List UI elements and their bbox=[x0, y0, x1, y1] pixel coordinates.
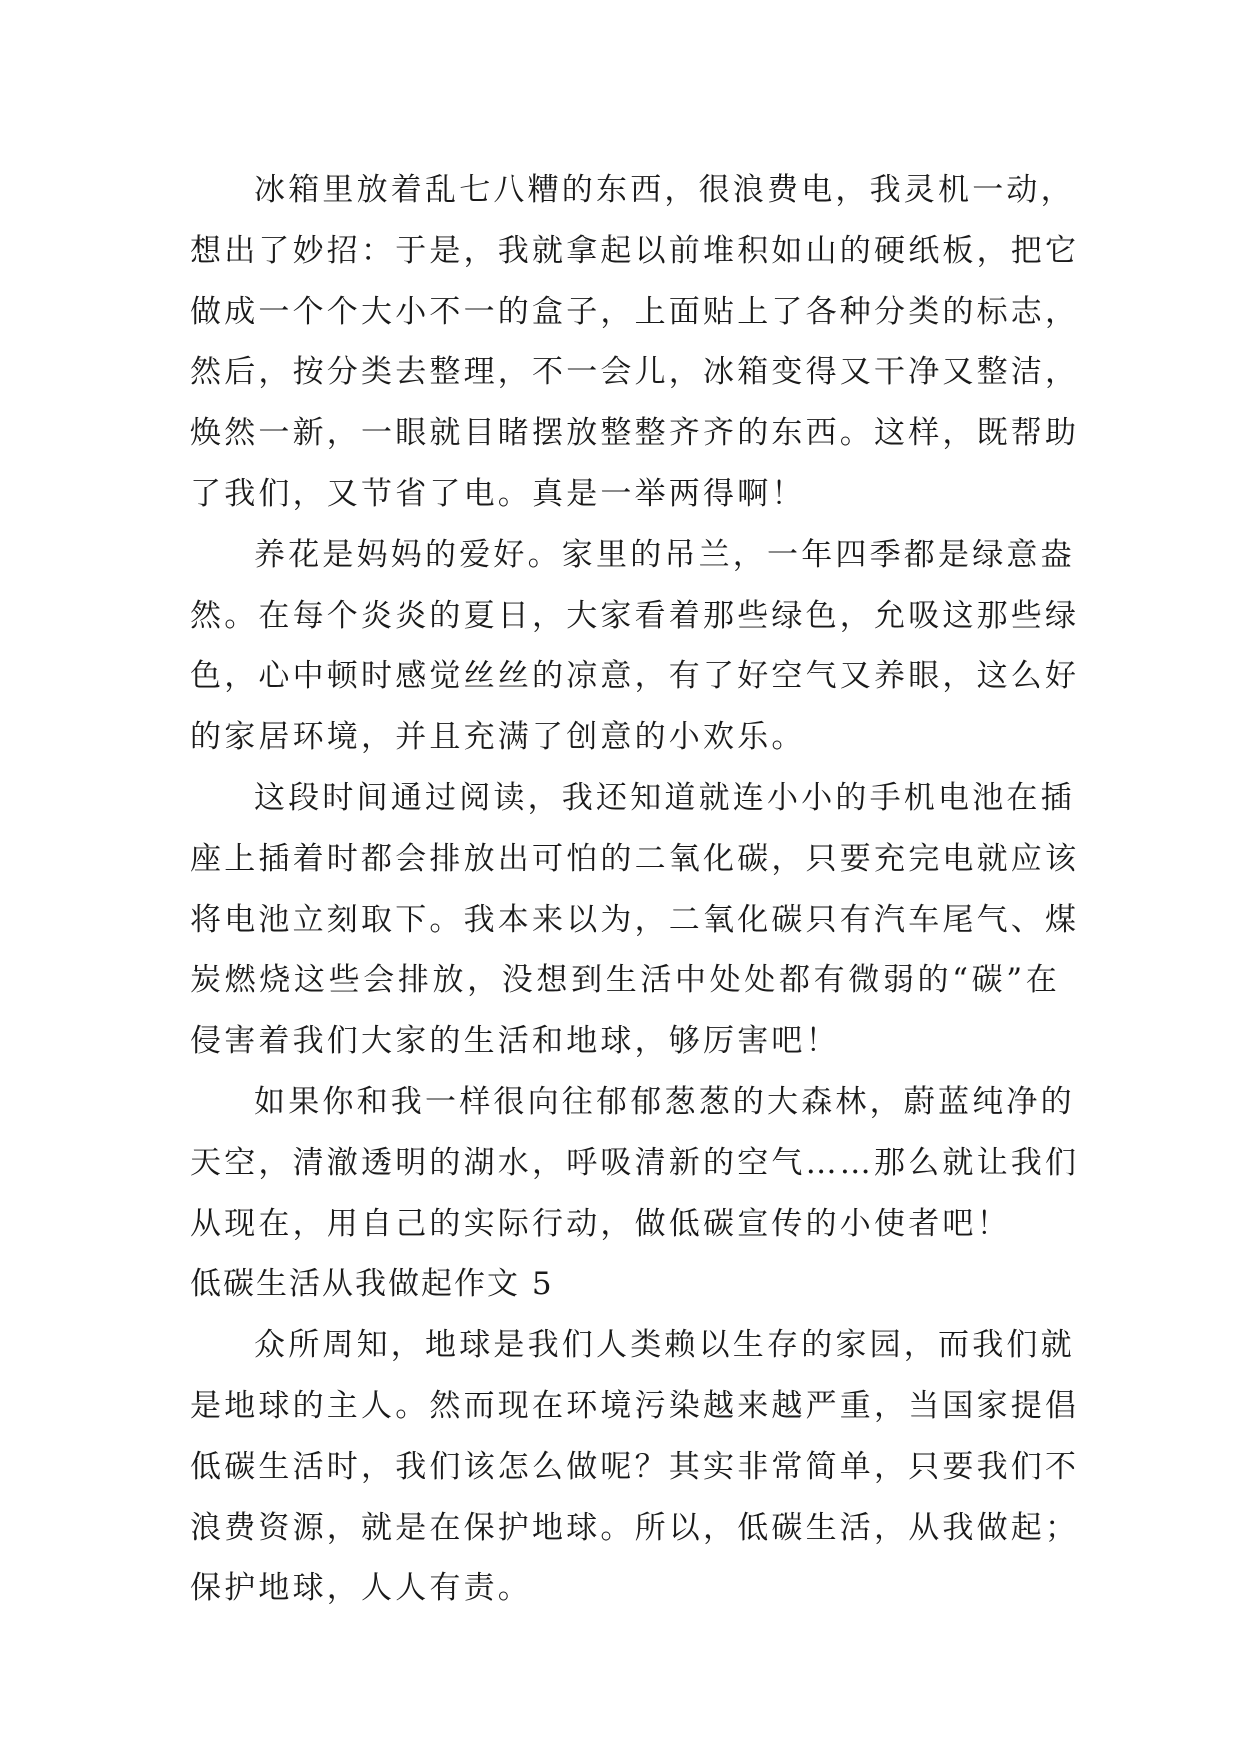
paragraph-line: 冰箱里放着乱七八糟的东西，很浪费电，我灵机一动， bbox=[254, 172, 1075, 208]
paragraph-line: 将电池立刻取下。我本来以为，二氧化碳只有汽车尾气、煤 bbox=[190, 901, 1080, 938]
paragraph-line: 做成一个个大小不一的盒子，上面贴上了各种分类的标志， bbox=[190, 293, 1080, 330]
paragraph-line: 焕然一新，一眼就目睹摆放整整齐齐的东西。这样，既帮助 bbox=[190, 415, 1080, 452]
paragraph-line: 从现在，用自己的实际行动，做低碳宣传的小使者吧！ bbox=[190, 1205, 1011, 1242]
paragraph-line: 众所周知，地球是我们人类赖以生存的家园，而我们就 bbox=[254, 1327, 1075, 1364]
paragraph-line: 色，心中顿时感觉丝丝的凉意，有了好空气又养眼，这么好 bbox=[190, 658, 1080, 695]
paragraph-line: 炭燃烧这些会排放，没想到生活中处处都有微弱的“碳”在 bbox=[190, 962, 1060, 999]
paragraph-line: 浪费资源，就是在保护地球。所以，低碳生活，从我做起； bbox=[190, 1509, 1080, 1546]
paragraph-line: 的家居环境，并且充满了创意的小欢乐。 bbox=[190, 719, 806, 756]
paragraph-line: 想出了妙招：于是，我就拿起以前堆积如山的硬纸板，把它 bbox=[190, 232, 1080, 269]
paragraph-line: 如果你和我一样很向往郁郁葱葱的大森林，蔚蓝纯净的 bbox=[254, 1083, 1075, 1120]
paragraph-line: 座上插着时都会排放出可怕的二氧化碳，只要充完电就应该 bbox=[190, 840, 1080, 877]
essay-heading: 低碳生活从我做起作文 5 bbox=[190, 1266, 554, 1303]
paragraph-battery bbox=[190, 768, 1080, 1072]
paragraph-line: 侵害着我们大家的生活和地球，够厉害吧！ bbox=[190, 1023, 840, 1060]
paragraph-line: 是地球的主人。然而现在环境污染越来越严重，当国家提倡 bbox=[190, 1387, 1080, 1424]
paragraph-line: 然后，按分类去整理，不一会儿，冰箱变得又干净又整洁， bbox=[190, 354, 1080, 391]
paragraph-line: 保护地球，人人有责。 bbox=[190, 1570, 532, 1607]
paragraph-line: 这段时间通过阅读，我还知道就连小小的手机电池在插 bbox=[254, 779, 1075, 816]
paragraph-line: 了我们，又节省了电。真是一举两得啊！ bbox=[190, 475, 806, 512]
paragraph-flowers bbox=[190, 525, 1080, 768]
paragraph-line: 低碳生活时，我们该怎么做呢？其实非常简单，只要我们不 bbox=[190, 1448, 1080, 1485]
paragraph-line: 然。在每个炎炎的夏日，大家看着那些绿色，允吸这那些绿 bbox=[190, 597, 1080, 634]
paragraph-earth bbox=[190, 1315, 1080, 1619]
paragraph-fridge bbox=[190, 160, 1080, 525]
document-body bbox=[190, 160, 1080, 1619]
paragraph-line: 养花是妈妈的爱好。家里的吊兰，一年四季都是绿意盎 bbox=[254, 536, 1075, 573]
paragraph-line: 天空，清澈透明的湖水，呼吸清新的空气……那么就让我们 bbox=[190, 1144, 1080, 1181]
paragraph-forest bbox=[190, 1072, 1080, 1254]
